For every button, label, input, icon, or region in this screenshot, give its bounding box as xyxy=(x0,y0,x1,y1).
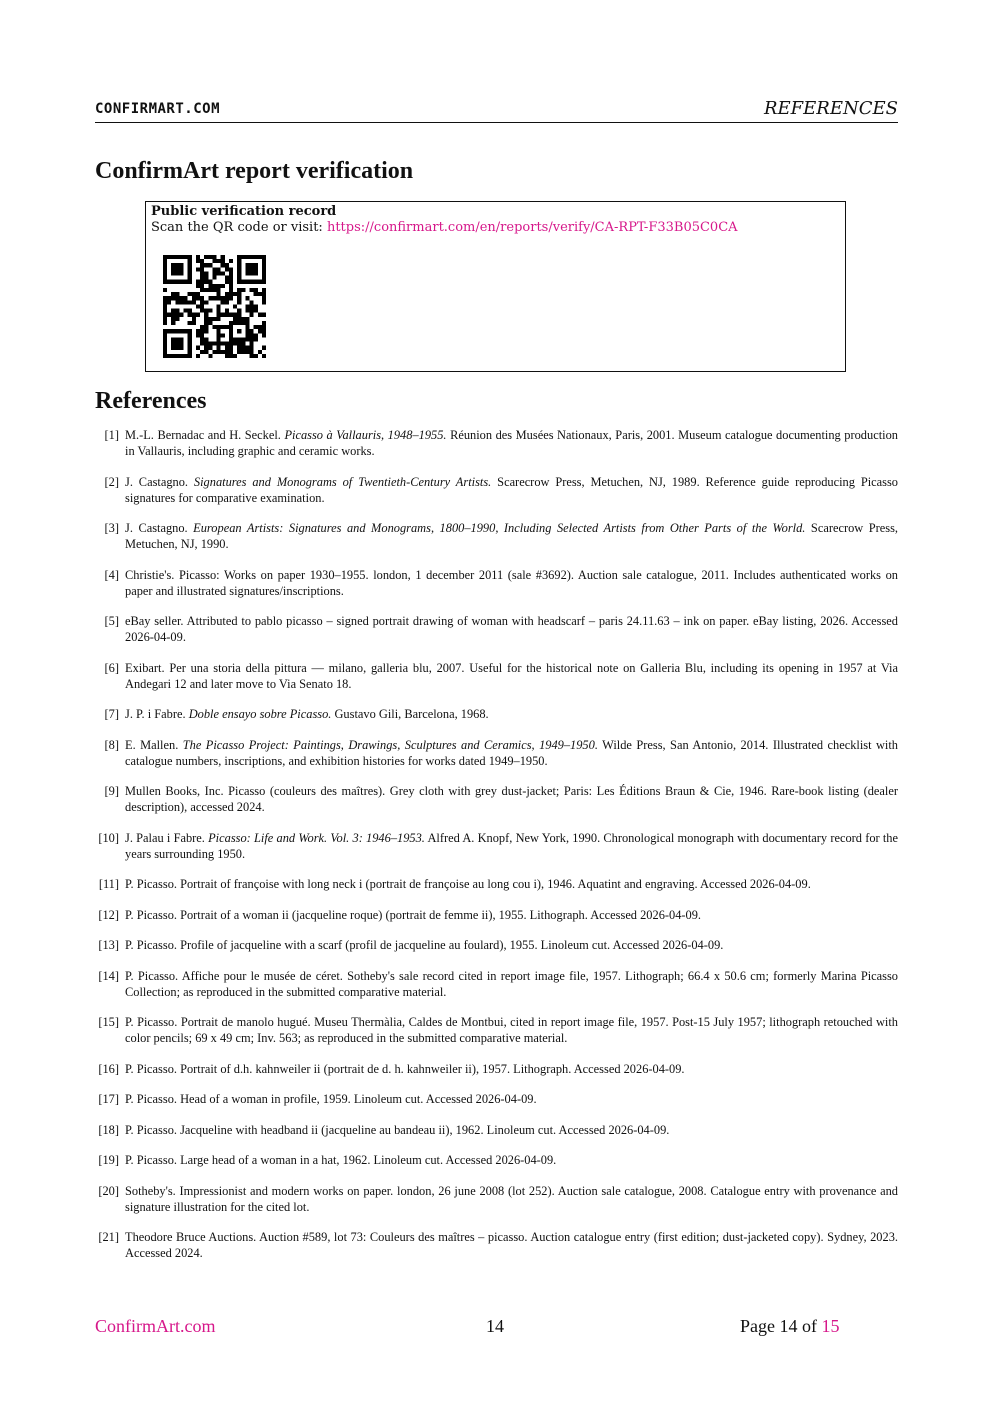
reference-text: Theodore Bruce Auctions. Auction #589, lot 73: Couleurs des maîtres – picasso. Auction catalogue entry (first edition; dust-jacketed copy). Sydney, 2023. Accessed 2024. xyxy=(125,1230,898,1260)
reference-text: P. Picasso. Jacqueline with headband ii (jacqueline au bandeau ii), 1962. Linoleum cut. Accessed 2026-04-09. xyxy=(125,1122,670,1137)
reference-number: [19] xyxy=(98,1153,119,1167)
references-title: References xyxy=(95,388,207,414)
reference-item xyxy=(95,613,898,645)
reference-text: P. Picasso. Portrait of d.h. kahnweiler ii (portrait de d. h. kahnweiler ii), 1957. Lithograph. Accessed 2026-04-09. xyxy=(125,1061,685,1076)
reference-number: [2] xyxy=(104,474,119,489)
verification-instructions xyxy=(151,220,738,235)
footer-page-number: 14 xyxy=(486,1316,504,1336)
reference-number: [5] xyxy=(104,614,119,628)
reference-number: [14] xyxy=(98,968,119,983)
footer-site-link[interactable]: ConfirmArt.com xyxy=(95,1316,216,1336)
page-header xyxy=(95,98,898,123)
reference-item xyxy=(95,1183,898,1215)
verification-title: ConfirmArt report verification xyxy=(95,158,414,184)
verification-link[interactable]: https://confirmart.com/en/reports/verify/CA-RPT-F33B05C0CA xyxy=(326,220,738,235)
reference-item xyxy=(95,567,898,599)
reference-title: Picasso à Vallauris, 1948–1955. xyxy=(284,428,447,442)
reference-title: The Picasso Project: Paintings, Drawings, Sculptures and Ceramics, 1949–1950. xyxy=(182,737,598,752)
reference-number: [6] xyxy=(104,660,119,675)
reference-item xyxy=(95,1229,898,1261)
reference-number: [12] xyxy=(98,907,119,922)
reference-number: [21] xyxy=(98,1230,119,1244)
reference-item xyxy=(95,737,898,769)
reference-text: J. P. i Fabre. xyxy=(125,707,189,721)
reference-item xyxy=(95,706,898,722)
reference-details: Réunion des Musées Nationaux, Paris, 2001. Museum catalogue documenting production in Vallauris, including graphic and ceramic works. xyxy=(125,428,898,458)
reference-item xyxy=(95,660,898,692)
reference-item xyxy=(95,783,898,815)
reference-text: E. Mallen. xyxy=(125,737,183,752)
reference-text: P. Picasso. Portrait de manolo hugué. Museu Thermàlia, Caldes de Montbui, cited in report image file, 1957. Post-15 July 1957; lithograph retouched with color pencils; 69 x 49 cm; Inv. 563; as reproduced in the submitted comparative material. xyxy=(125,1015,898,1045)
reference-title: Signatures and Monograms of Twentieth-Century Artists. xyxy=(193,474,492,489)
page-prefix: Page 14 of xyxy=(740,1316,822,1336)
reference-title: Doble ensayo sobre Picasso. xyxy=(188,707,332,721)
reference-item xyxy=(95,1091,898,1107)
reference-details: Wilde Press, San Antonio, 2014. Illustrated checklist with catalogue numbers, inscriptions, and exhibition histories for works dated 1949–1950. xyxy=(125,737,899,768)
verification-box xyxy=(145,201,846,372)
reference-text: P. Picasso. Affiche pour le musée de céret. Sotheby's sale record cited in report image file, 1957. Lithograph; 66.4 x 50.6 cm; formerly Marina Picasso Collection; as reproduced in the submitted comparative material. xyxy=(125,968,898,999)
reference-text: Christie's. Picasso: Works on paper 1930–1955. london, 1 december 2011 (sale #3692). Auction sale catalogue, 2011. Includes authenticated works on paper and illustrated signatures/inscriptions. xyxy=(125,567,898,598)
reference-item xyxy=(95,830,898,862)
reference-text: P. Picasso. Portrait of a woman ii (jacqueline roque) (portrait de femme ii), 1955. Lithograph. Accessed 2026-04-09. xyxy=(125,907,702,922)
reference-item xyxy=(95,427,898,459)
running-section-title: REFERENCES xyxy=(763,98,898,119)
reference-item xyxy=(95,876,898,892)
reference-item xyxy=(95,1061,898,1077)
reference-text: P. Picasso. Profile of jacqueline with a scarf (profil de jacqueline au foulard), 1955. Linoleum cut. Accessed 2026-04-09. xyxy=(125,938,724,952)
reference-text: Exibart. Per una storia della pittura — milano, galleria blu, 2007. Useful for the historical note on Galleria Blu, including its opening in 1957 at Via Andegari 12 and later move to Via Senato 18. xyxy=(125,660,898,691)
reference-text: Sotheby's. Impressionist and modern works on paper. london, 26 june 2008 (lot 252). Auction sale catalogue, 2008. Catalogue entry with provenance and signature illustration for the cited lot. xyxy=(125,1183,898,1214)
reference-number: [13] xyxy=(98,938,119,952)
reference-number: [8] xyxy=(104,737,119,752)
qr-code-icon[interactable] xyxy=(163,255,266,358)
reference-item xyxy=(95,520,898,552)
reference-item xyxy=(95,1152,898,1168)
reference-text: P. Picasso. Head of a woman in profile, 1959. Linoleum cut. Accessed 2026-04-09. xyxy=(125,1092,537,1106)
reference-text: Mullen Books, Inc. Picasso (couleurs des maîtres). Grey cloth with grey dust-jacket; Paris: Les Éditions Braun & Cie, 1946. Rare-book listing (dealer description), accessed 2024. xyxy=(125,784,898,814)
reference-details: Gustavo Gili, Barcelona, 1968. xyxy=(331,707,489,721)
reference-number: [7] xyxy=(104,707,119,721)
footer-page-count xyxy=(740,1316,839,1337)
reference-number: [20] xyxy=(98,1183,119,1198)
reference-text: P. Picasso. Portrait of françoise with long neck i (portrait de françoise au long cou i), 1946. Aquatint and engraving. Accessed 2026-04-09. xyxy=(125,877,811,891)
reference-item xyxy=(95,474,898,506)
scan-text: Scan the QR code or visit: xyxy=(151,220,327,235)
reference-title: European Artists: Signatures and Monograms, 1800–1990, Including Selected Artists from Other Parts of the World. xyxy=(193,521,806,535)
reference-number: [17] xyxy=(98,1092,119,1106)
verification-box-heading: Public verification record xyxy=(151,204,337,219)
reference-list xyxy=(95,427,898,1276)
reference-number: [3] xyxy=(104,521,119,535)
reference-details: Scarecrow Press, Metuchen, NJ, 1989. Reference guide reproducing Picasso signatures for comparative examination. xyxy=(125,474,899,505)
reference-item xyxy=(95,1014,898,1046)
reference-text: J. Palau i Fabre. xyxy=(125,830,209,845)
reference-title: Picasso: Life and Work. Vol. 3: 1946–1953. xyxy=(208,830,425,845)
reference-item xyxy=(95,968,898,1000)
reference-item xyxy=(95,937,898,953)
reference-item xyxy=(95,1122,898,1138)
reference-number: [4] xyxy=(104,567,119,582)
reference-number: [10] xyxy=(98,830,119,845)
brand-logo[interactable]: CONFIRMART.COM xyxy=(95,101,221,117)
reference-number: [16] xyxy=(98,1061,119,1076)
reference-details: Scarecrow Press, Metuchen, NJ, 1990. xyxy=(125,521,898,551)
reference-text: J. Castagno. xyxy=(125,474,194,489)
reference-number: [11] xyxy=(98,877,119,891)
page-total-link[interactable]: 15 xyxy=(821,1316,840,1336)
reference-text: eBay seller. Attributed to pablo picasso – signed portrait drawing of woman with headscarf – paris 24.11.63 – ink on paper. eBay listing, 2026. Accessed 2026-04-09. xyxy=(125,614,898,644)
reference-details: Alfred A. Knopf, New York, 1990. Chronological monograph with documentary record for the years surrounding 1950. xyxy=(125,830,898,861)
reference-item xyxy=(95,907,898,923)
reference-number: [15] xyxy=(98,1015,119,1029)
reference-text: J. Castagno. xyxy=(125,521,194,535)
reference-number: [18] xyxy=(98,1122,119,1137)
reference-number: [1] xyxy=(104,428,119,442)
reference-number: [9] xyxy=(104,784,119,798)
reference-text: P. Picasso. Large head of a woman in a hat, 1962. Linoleum cut. Accessed 2026-04-09. xyxy=(125,1153,557,1167)
reference-text: M.-L. Bernadac and H. Seckel. xyxy=(125,428,285,442)
